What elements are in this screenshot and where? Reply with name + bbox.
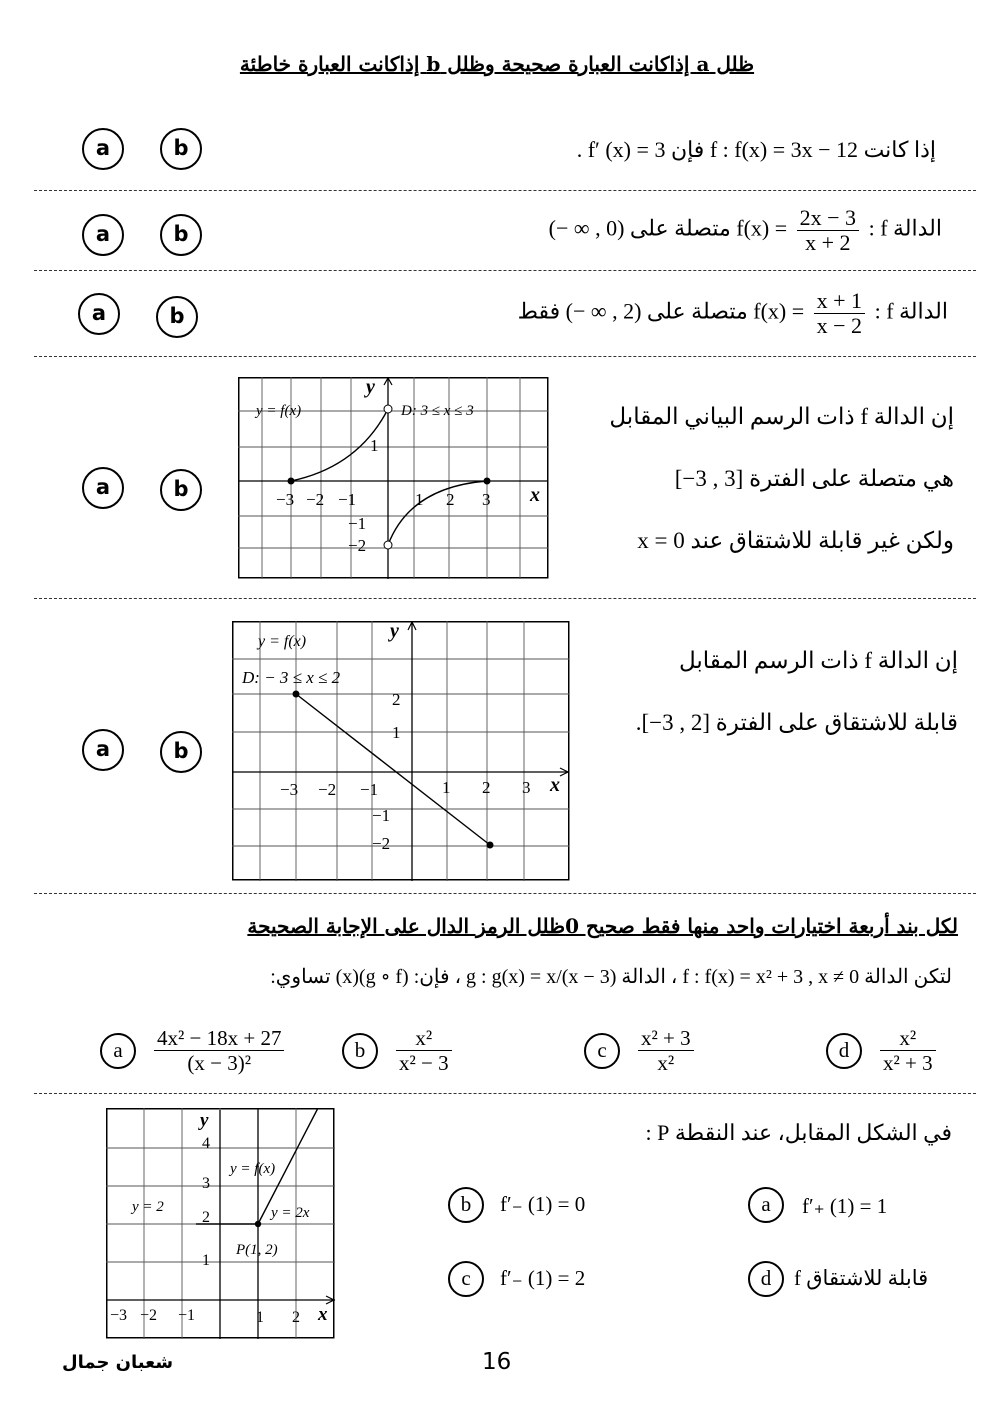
question-5-text: إن الدالة f ذات الرسم المقابل قابلة للاشتقاق على الفترة [2 , 3−]. <box>635 648 958 735</box>
divider <box>34 1093 976 1094</box>
x-tick: 1 <box>256 1309 264 1326</box>
func-label: y = f(x) <box>256 403 302 419</box>
open-point <box>384 405 392 413</box>
x-tick: 3 <box>522 778 531 797</box>
mcq1-option-a: $\frac{\text{4x² − 18x + 27}}{\text{(x − 3)²}}$ <box>150 1026 288 1075</box>
choice-b-q5[interactable]: b <box>160 731 202 773</box>
mcq1-option-c: $\frac{\text{x² + 3}}{\text{x²}}$ <box>634 1026 698 1075</box>
mcq1-choice-b[interactable]: b <box>342 1033 378 1069</box>
x-tick: −2 <box>318 780 337 799</box>
x-tick: 2 <box>446 490 455 509</box>
divider <box>34 893 976 894</box>
point <box>487 842 494 849</box>
graph-q4 <box>238 377 550 580</box>
y-tick: −2 <box>348 536 367 555</box>
line-label: y = 2 <box>132 1199 164 1215</box>
page-number: 16 <box>482 1349 512 1375</box>
x-tick: 2 <box>292 1309 300 1326</box>
domain-label: D: − 3 ≤ x ≤ 2 <box>242 668 341 687</box>
x-tick: −1 <box>338 490 357 509</box>
divider <box>34 190 976 191</box>
choice-a-q2[interactable]: a <box>82 214 124 256</box>
y-tick: −2 <box>372 834 391 853</box>
curve-right <box>388 481 487 545</box>
y-tick: −1 <box>348 514 367 533</box>
mcq2-option-a: f′₊ (1) = 1 <box>802 1194 888 1218</box>
mcq1-option-b: $\frac{\text{x²}}{\text{x² − 3}}$ <box>392 1026 456 1075</box>
mcq2-option-d: f قابلة للاشتقاق <box>794 1266 929 1290</box>
question-4-text: إن الدالة f ذات الرسم البياني المقابل هي متصلة على الفترة [3 , 3−] ولكن غير قابلة للاشتقاق عند 0 = x <box>609 404 954 553</box>
x-tick: −3 <box>276 490 295 509</box>
mcq1-choice-c[interactable]: c <box>584 1033 620 1069</box>
axis-x-label: x <box>550 774 560 796</box>
page-instruction: ظلل a إذاكانت العبارة صحيحة وظلل b إذاكانت العبارة خاطئة <box>239 52 755 76</box>
mcq1-choice-d[interactable]: d <box>826 1033 862 1069</box>
x-tick: 1 <box>442 778 451 797</box>
question-3-text: الدالة f : f(x) = $\frac{x + 1}{x - 2}$ متصلة على (2 , ∞ −) فقط <box>517 288 948 338</box>
point <box>484 478 491 485</box>
choice-b-q3[interactable]: b <box>156 296 198 338</box>
line-label: y = 2x <box>271 1205 310 1221</box>
point-label: P(1, 2) <box>236 1242 278 1258</box>
y-tick: 1 <box>202 1252 210 1269</box>
mcq1-choice-a[interactable]: a <box>100 1033 136 1069</box>
choice-b-q4[interactable]: b <box>160 469 202 511</box>
axis-x-label: x <box>318 1304 328 1325</box>
segment <box>296 694 490 845</box>
choice-a-q3[interactable]: a <box>78 293 120 335</box>
axis-y-label: y <box>200 1110 209 1131</box>
point <box>293 691 300 698</box>
x-tick: −1 <box>360 780 379 799</box>
open-point <box>384 541 392 549</box>
x-tick: 2 <box>482 778 491 797</box>
domain-label: D: 3 ≤ x ≤ 3 <box>401 403 474 419</box>
mcq-heading: لكل بند أربعة اختيارات واحد منها فقط صحيح 0ظلل الرمز الدال على الإجابة الصحيحة <box>247 914 958 938</box>
mcq1-option-d: $\frac{\text{x²}}{\text{x² + 3}}$ <box>876 1026 940 1075</box>
mcq2-choice-d[interactable]: d <box>748 1261 784 1297</box>
mcq2-option-b: f′₋ (1) = 0 <box>500 1192 586 1216</box>
question-1-text: إذا كانت f : f(x) = 3x − 12 فإن 3 = f′ (x) . <box>576 137 936 162</box>
x-tick: −2 <box>306 490 325 509</box>
x-tick: 1 <box>415 490 424 509</box>
choice-a-q1[interactable]: a <box>82 128 124 170</box>
choice-b-q2[interactable]: b <box>160 214 202 256</box>
y-tick: 1 <box>370 436 379 455</box>
graph-q5 <box>232 621 570 882</box>
x-tick: 3 <box>482 490 491 509</box>
point <box>288 478 295 485</box>
axis-y-label: y <box>366 377 375 398</box>
author-name: شعبان جمال <box>62 1352 174 1373</box>
mcq2-choice-b[interactable]: b <box>448 1187 484 1223</box>
choice-b-q1[interactable]: b <box>160 128 202 170</box>
choice-a-q5[interactable]: a <box>82 729 124 771</box>
axis-y-label: y <box>390 621 399 642</box>
mcq2-choice-a[interactable]: a <box>748 1187 784 1223</box>
question-2-text: الدالة f : f(x) = $\frac{2x - 3}{x + 2}$ متصلة على (0 , ∞ −) <box>548 205 942 255</box>
point-p <box>255 1221 261 1227</box>
x-tick: −1 <box>178 1307 196 1324</box>
x-tick: −2 <box>140 1307 158 1324</box>
func-label: y = f(x) <box>258 633 307 650</box>
x-tick: −3 <box>110 1307 128 1324</box>
mcq2-option-c: f′₋ (1) = 2 <box>500 1266 586 1290</box>
divider <box>34 356 976 357</box>
mcq-q1-text: لتكن الدالة f : f(x) = x² + 3 , x ≠ 0 ، الدالة g : g(x) = x/(x − 3) ، فإن: (g ∘ f)(x) تساوي: <box>270 966 952 988</box>
divider <box>34 598 976 599</box>
divider <box>34 270 976 271</box>
y-tick: 4 <box>202 1135 210 1152</box>
y-tick: −1 <box>372 806 391 825</box>
func-label: y = f(x) <box>230 1161 276 1177</box>
y-tick: 3 <box>202 1175 210 1192</box>
graph-mcq2 <box>106 1108 336 1340</box>
grid <box>232 621 569 881</box>
x-tick: −3 <box>280 780 299 799</box>
y-tick: 1 <box>392 723 401 742</box>
mcq2-choice-c[interactable]: c <box>448 1261 484 1297</box>
axis-x-label: x <box>530 484 540 506</box>
mcq-q2-text: في الشكل المقابل، عند النقطة P : <box>645 1120 952 1145</box>
y-tick: 2 <box>392 690 401 709</box>
choice-a-q4[interactable]: a <box>82 467 124 509</box>
y-tick: 2 <box>202 1209 210 1226</box>
